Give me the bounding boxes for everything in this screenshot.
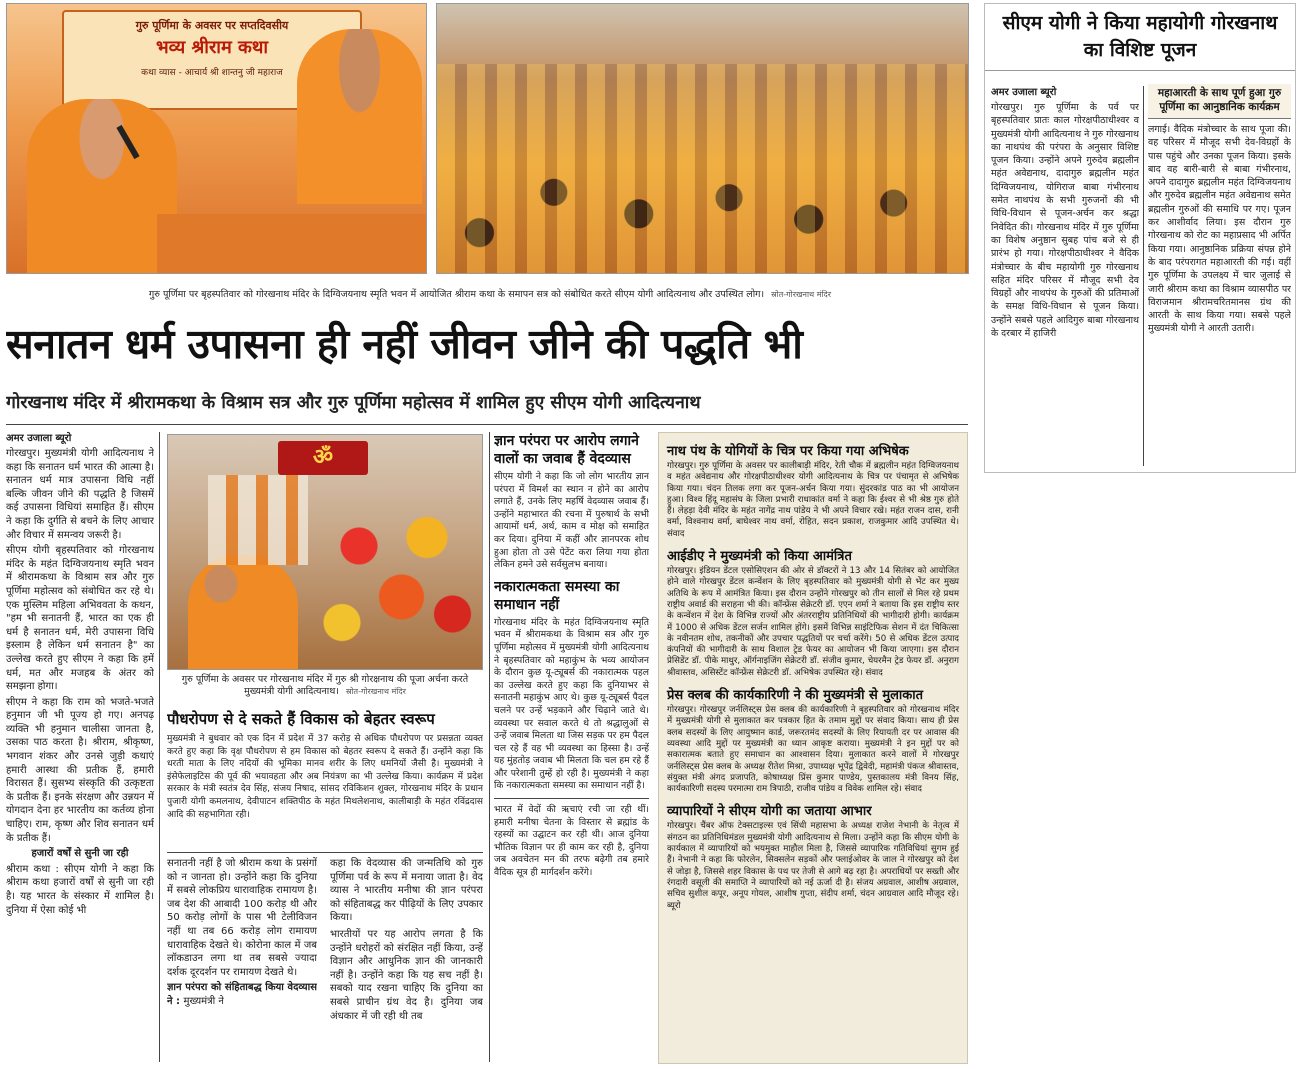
top-right-photo [436, 3, 969, 274]
main-story [6, 430, 154, 1066]
main-byline: अमर उजाला ब्यूरो [6, 433, 72, 444]
banner-line2: भव्य श्रीराम कथा [156, 37, 268, 58]
caption-text: गुरु पूर्णिमा पर बृहस्पतिवार को गोरखनाथ मंदिर के दिग्विजयनाथ स्मृति भवन में आयोजित श्रीराम कथा के समापन सत्र को संबोधित करते सीएम योगी आदित्यनाथ और उपस्थित लोग। [148, 289, 765, 300]
col-d [494, 432, 649, 1064]
center-caption-text: गुरु पूर्णिमा के अवसर पर गोरखनाथ मंदिर में गुरु श्री गोरक्षनाथ की पूजा अर्चना करते मुख्यमंत्री योगी आदित्यनाथ। [181, 674, 469, 697]
caption-source: स्रोत-गोरखनाथ मंदिर [771, 290, 832, 299]
main-para-1: गोरखपुर। मुख्यमंत्री योगी आदित्यनाथ ने कहा कि सनातन धर्म भारत की आत्मा है। सनातन धर्म मात्र उपासना विधि नहीं बल्कि जीवन जीने की पद्धति है जिसमें कई उपासना विधियां समाहित हैं। सीएम ने कहा कि दुर्गति से बचने के लिए आचार और विचार में समन्वय जरूरी है। [6, 448, 154, 541]
col-divider-2 [489, 432, 490, 1062]
brief-4-head: व्यापारियों ने सीएम योगी का जताया आभार [667, 804, 872, 820]
banner-line1: गुरु पूर्णिमा के अवसर पर सप्तदिवसीय [135, 19, 289, 32]
col-b-tail: मुख्यमंत्री ने [183, 995, 224, 1007]
col-d-head2: नकारात्मकता समस्या का समाधान नहीं [494, 578, 620, 613]
main-subhead: हजारों वर्षों से सुनी जा रही [31, 848, 129, 860]
right-box-head: महाआरती के साथ पूर्ण हुआ गुरु पूर्णिमा का आनुष्ठानिक कार्यक्रम [1148, 84, 1291, 119]
stage-table [157, 214, 427, 274]
worshipper-figure [188, 555, 298, 670]
right-story [984, 3, 1296, 473]
crowd-rows [437, 64, 969, 274]
brief-1-text: गोरखपुर। गुरु पूर्णिमा के अवसर पर कालीबाड़ी मंदिर, रेती चौक में ब्रह्मलीन महंत दिग्विजयनाथ व महंत अवेद्यनाथ और गोरक्षपीठाधीश्वर योगी आदित्यनाथ के चित्र पर पंचामृत से अभिषेक किया गया। चंदन तिलक लगा कर पूजन-अर्चन किया गया। सुंदरकांड पाठ का भी आयोजन हुआ। विश्व हिंदू महासंघ के जिला प्रभारी राधाकांत वर्मा ने कहा कि ईश्वर से भी श्रेष्ठ गुरु होते हैं। लेहड़ा देवी मंदिर के महंत नागेंद्र नाथ पांडेय ने भी अपने विचार रखे। महंत राजन दास, रानी वर्मा, विश्वनाथ वर्मा, बाघेश्वर नाथ वर्मा, रोहित, सदन प्रकाश, राजकुमार आदि उपस्थित थे। संवाद [667, 461, 959, 539]
tree-headline: पौधरोपण से दे सकते हैं विकास को बेहतर स्वरूप [167, 710, 435, 728]
tree-story [167, 710, 483, 852]
brief-2-head: आईडीए ने मुख्यमंत्री को किया आमंत्रित [667, 549, 852, 565]
brief-4-text: गोरखपुर। चैंबर ऑफ टेक्सटाइल्स एवं सिंधी महासभा के अध्यक्ष राजेश नेभानी के नेतृत्व में संगठन का प्रतिनिधिमंडल मुख्यमंत्री योगी आदित्यनाथ से मिला। उन्होंने कहा कि सीएम योगी के कार्यकाल में व्यापारियों को भयमुक्त माहौल मिला है, जिससे व्यापारिक गतिविधियां सुगम हुई हैं। नेभानी ने कहा कि फोरलेन, सिक्सलेन सड़कों और फ्लाईओवर के जाल ने गोरखपुर को देश से जोड़ा है, जिससे शहर विकास के पथ पर तेजी से आगे बढ़ रहा है। अपराधियों पर सख्ती और रंगदारी वसूली की समाप्ति ने व्यापारियों को नई ऊर्जा दी है। संजय अग्रवाल, आशीष अग्रवाल, सचिव सुशील कपूर, अनूप गोयल, आशीष गुप्ता, संदीप शर्मा, चंदन आग्रवाल आदि मौजूद रहे। ब्यूरो [667, 821, 959, 911]
center-photo-caption [167, 674, 483, 698]
center-caption-source: स्रोत-गोरखनाथ मंदिर [345, 687, 406, 696]
brief-2-text: गोरखपुर। इंडियन डेंटल एसोसिएशन की ओर से डॉक्टरों ने 13 और 14 सितंबर को आयोजित होने वाले गोरखपुर डेंटल कन्वेंशन के लिए बृहस्पतिवार को मुख्यमंत्री योगी से भेंट कर मुख्य अतिथि के रूप में आमंत्रित किया। इस दौरान उन्होंने गोरखपुर को तीन सालों से मिल रहे प्रथम राष्ट्रीय अवार्ड की सराहना भी की। कॉन्फ्रेंस सेक्रेटरी डॉ. एएन शर्मा ने बताया कि इस राष्ट्रीय स्तर के कन्वेंशन में देश के विभिन्न राज्यों और अंतरराष्ट्रीय प्रतिनिधियों की भागीदारी होगी। कार्यक्रम में 1000 से अधिक डेंटल सर्जन शामिल होंगे। इसमें विभिन्न साइंटिफिक सेशन में दंत चिकित्सा के नवीनतम शोध, तकनीकों और उपचार पद्धतियों पर चर्चा करेंगे। 50 से अधिक डेंटल उत्पाद कंपनियों की भागीदारी के साथ विशाल ट्रेड फेयर का आयोजन भी किया जाएगा। इस दौरान प्रेसिडेंट डॉ. पीके माथुर, ऑर्गनाइजिंग सेक्रेटरी डॉ. संजीव कुमार, चेयरमैन ट्रेड फेयर डॉ. अनुराग श्रीवास्तव, असिस्टेंट कॉन्फ्रेंस सेक्रेटरी डॉ. अभिषेक उपस्थित रहे। संवाद [667, 566, 959, 678]
col-divider-1 [159, 432, 160, 1062]
col-d-head1: ज्ञान परंपरा पर आरोप लगाने वालों का जवाब हैं वेदव्यास [494, 433, 639, 467]
seated-speaker-figure [297, 29, 422, 204]
top-left-photo [6, 3, 427, 274]
brief-3-text: गोरखपुर। गोरखपुर जर्नलिस्ट्स प्रेस क्लब की कार्यकारिणी ने बृहस्पतिवार को गोरखनाथ मंदिर में मुख्यमंत्री योगी से मुलाकात कर पत्रकार हित के तमाम मुद्दों पर संवाद किया। साथ ही प्रेस क्लब सदस्यों के लिए आयुष्मान कार्ड, जरूरतमंद सदस्यों के लिए रियायती दर पर आवास की व्यवस्था आदि मुद्दों पर मुख्यमंत्री का ध्यान आकृष्ट कराया। मुख्यमंत्री ने इन मुद्दों पर को सकारात्मक बताते हुए समाधान का आश्वासन दिया। मुलाकात करने वालों में गोरखपुर जर्नलिस्ट्स प्रेस क्लब के अध्यक्ष रीतेश मिश्रा, उपाध्यक्ष भूपेंद्र द्विवेदी, महामंत्री पंकज श्रीवास्तव, संयुक्त मंत्री अंगद प्रजापति, कोषाध्यक्ष प्रिंस कुमार पाण्डेय, पुस्तकालय मंत्री विनय सिंह, कार्यकारिणी सदस्य परमात्मा राम त्रिपाठी, राजीव पांडेय व विवेक शामिल रहे। संवाद [667, 705, 959, 795]
tree-body: मुख्यमंत्री ने बुधवार को एक दिन में प्रदेश में 37 करोड़ से अधिक पौधरोपण पर प्रसन्नता व्यक्त करते हुए कहा कि वृक्ष पौधरोपण से हम विकास को बेहतर स्वरूप दे सकते हैं। उन्होंने कहा कि धरती माता के लिए नदियों की भूमिका मानव शरीर के लिए धमनियों जैसी है। मुख्यमंत्री ने इंसेफेलाइटिस की पूर्व की भयावहता और अब नियंत्रण का भी उल्लेख किया। कार्यक्रम में प्रदेश सरकार के मंत्री स्वतंत्र देव सिंह, संजय निषाद, सांसद रविकिशन शुक्ल, गोरखनाथ मंदिर के प्रधान पुजारी योगी कमलनाथ, देवीपाटन शक्तिपीठ के महंत मिथलेशनाथ, कालीबाड़ी के महंत रविंद्रदास आदि की सहभागिता रही। [167, 734, 483, 820]
om-banner: ॐ [278, 441, 368, 475]
col-b-bottom [167, 857, 317, 1064]
right-text-left: गोरखपुर। गुरु पूर्णिमा के पर्व पर बृहस्पतिवार प्रातः काल गोरक्षपीठाधीश्वर व मुख्यमंत्री योगी आदित्यनाथ ने गुरु गोरखनाथ का नाथपंथ की परंपरा के अनुसार विशिष्ट पूजन किया। उन्होंने अपने गुरुदेव ब्रह्मलीन महंत अवेद्यनाथ, दादागुरु ब्रह्मलीन महंत दिग्विजयनाथ, योगिराज बाबा गंभीरनाथ समेत नाथपंथ के सभी गुरुजनों की भी विधि-विधान से पूजन-अर्चन कर श्रद्धा निवेदित की। गोरखनाथ मंदिर में गुरु पूर्णिमा का विशेष अनुष्ठान सुबह पांच बजे से ही प्रारंभ हो गया। गोरक्षपीठाधीश्वर ने वैदिक मंत्रोच्चार के बीच महायोगी गुरु गोरखनाथ सहित मंदिर परिसर में मौजूद सभी देव विग्रहों और नाथपंथ के गुरुओं की प्रतिमाओं के समक्ष विधि-विधान से पूजन किया। उन्होंने सबसे पहले आदिगुरु बाबा गोरखनाथ के दरबार में हाजिरी [991, 102, 1139, 340]
sub-headline: गोरखनाथ मंदिर में श्रीरामकथा के विश्राम सत्र और गुरु पूर्णिमा महोत्सव में शामिल हुए सीएम योगी आदित्यनाथ [6, 393, 701, 413]
col-c-text: कहा कि वेदव्यास की जन्मतिथि को गुरु पूर्णिमा पर्व के रूप में मनाया जाता है। वेद व्यास ने भारतीय मनीषा की ज्ञान परंपरा को संहिताबद्ध कर पीढ़ियों के लिए उपकार किया। [330, 858, 483, 924]
right-byline: अमर उजाला ब्यूरो [991, 87, 1057, 98]
col-c-bottom [330, 857, 483, 1064]
col-d-divider [494, 798, 649, 799]
brief-3-head: प्रेस क्लब की कार्यकारिणी ने की मुख्यमंत्री से मुलाकात [667, 688, 924, 704]
col-c-text2: भारतीयों पर यह आरोप लगता है कि उन्होंने धरोहरों को संरक्षित नहीं किया, उन्हें विज्ञान और आधुनिक ज्ञान की जानकारी नहीं है। उन्होंने कहा कि यह सच नहीं है। सबको याद रखना चाहिए कि दुनिया का सबसे प्राचीन ग्रंथ वेद है। दुनिया जब अंधकार में जी रही थी तब [330, 928, 483, 1022]
tree-divider [167, 852, 483, 853]
speaker-figure [27, 99, 177, 274]
top-photo-caption [20, 289, 960, 301]
right-headline: सीएम योगी ने किया महायोगी गोरखनाथ का विशिष्ट पूजन [985, 4, 1295, 71]
main-story-body [6, 447, 154, 917]
right-col-divider [1143, 86, 1144, 466]
news-briefs-box [658, 432, 968, 1064]
col-b-subhead-text: ज्ञान परंपरा को संहिताबद्ध किया वेदव्यास ने : [167, 982, 317, 1007]
main-para-2: सीएम योगी बृहस्पतिवार को गोरखनाथ मंदिर के महंत दिग्विजयनाथ स्मृति भवन में श्रीरामकथा के विश्राम सत्र और गुरु पूर्णिमा महोत्सव को संबोधित कर रहे थे। एक मुस्लिम महिला अभिववता के कथन, "हम भी सनातनी हैं, भारत का एक ही धर्म है सनातन धर्म, मेरी उपासना विधि इस्लाम है लेकिन धर्म सनातन है" का उल्लेख करते हुए सीएम ने कहा कि हमें धर्म, मत और मजहब के अंतर को समझना होगा। [6, 545, 154, 693]
right-col-right [1148, 84, 1291, 469]
main-tail: श्रीराम कथा : सीएम योगी ने कहा कि श्रीराम कथा हजारों वर्षों से सुनी जा रही है। यह भारत के संस्कार में शामिल है। दुनिया में ऐसा कोई भी [6, 863, 154, 916]
priest-figures [208, 475, 308, 565]
col-d-text2: गोरखनाथ मंदिर के महंत दिग्विजयनाथ स्मृति भवन में श्रीरामकथा के विश्राम सत्र और गुरु पूर्णिमा महोत्सव में मुख्यमंत्री योगी आदित्यनाथ ने बृहस्पतिवार को महाकुंभ के भव्य आयोजन के दौरान कुछ यू-ट्यूबर्स की नकारात्मक पहल का उल्लेख करते हुए कहा कि दुनियाभर से सनातनी महाकुंभ आए थे। कुछ यू-ट्यूबर्स पैदल चलने पर उन्हें भड़काने और चिढ़ाने जाते थे। व्यवस्था पर सवाल करते थे तो श्रद्धालुओं से उन्हें जवाब मिलता था जिस सड़क पर हम पैदल चल रहे हैं वह भी व्यवस्था का हिस्सा है। उन्हें यह मुंहतोड़ जवाब भी मिलता कि चल हम रहे हैं और परेशानी तुम्हें हो रही है। मुख्यमंत्री ने कहा कि नकारात्मकता समस्या का समाधान नहीं है। [494, 616, 649, 792]
main-para-3: सीएम ने कहा कि राम को भजते-भजते हनुमान जी भी पूज्य हो गए। अनपढ़ व्यक्ति भी हनुमान चालीसा जानता है, उसका पाठ करता है। श्रीराम, श्रीकृष्ण, भगवान शंकर और उनसे जुड़ी कथाएं हमारी आस्था की प्रतीक हैं, हमारी विरासत हैं। सुसभ्य संस्कृति की उत्कृष्टता के प्रतीक हैं। इनके संरक्षण और उन्नयन में योगदान देना हर भारतीय का कर्तव्य होना चाहिए। राम, कृष्ण और शिव सनातन धर्म के प्रतीक हैं। [6, 696, 154, 844]
col-d-text3: भारत में वेदों की ऋचाएं रची जा रही थीं। हमारी मनीषा चेतना के विस्तार से ब्रह्मांड के रहस्यों का उद्घाटन कर रही थी। आज दुनिया भौतिक विज्ञान पर ही काम कर रही है, दुनिया जब अवचेतन मन की तरफ बढ़ेगी तब हमारे वैदिक सूत्र ही मार्गदर्शन करेंगे। [494, 804, 649, 879]
col-b-subhead [167, 981, 317, 1008]
banner-line3: कथा व्यास - आचार्य श्री शान्तनु जी महाराज [141, 68, 283, 78]
headline-divider [6, 424, 968, 425]
col-d-text1: सीएम योगी ने कहा कि जो लोग भारतीय ज्ञान परंपरा में विमर्श का स्थान न होने का आरोप लगाते हैं, उनके लिए महर्षि वेदव्यास जवाब हैं। उन्होंने महाभारत की रचना में पुरुषार्थ के सभी आयामों धर्म, अर्थ, काम व मोक्ष को समाहित कर दिया। दुनिया में कहीं और ज्ञानपरक शोध हुआ होता तो उसे पेटेंट करा लिया गया होता लेकिन हमने उसे सर्वसुलभ बनाया। [494, 471, 649, 571]
main-headline: सनातन धर्म उपासना ही नहीं जीवन जीने की पद्धति भी [6, 320, 803, 368]
flower-decor [308, 495, 478, 665]
right-col-left [991, 84, 1139, 469]
brief-1-head: नाथ पंथ के योगियों के चित्र पर किया गया अभिषेक [667, 444, 909, 459]
col-b-text: सनातनी नहीं है जो श्रीराम कथा के प्रसंगों को न जानता हो। उन्होंने कहा कि दुनिया में सबसे लोकप्रिय धारावाहिक रामायण है। जब देश की आबादी 100 करोड़ थी और 50 करोड़ लोगों के पास भी टेलीविजन नहीं था तब 66 करोड़ लोग रामायण धारावाहिक देखते थे। कोरोना काल में जब लॉकडाउन लगा था तब सबसे ज्यादा दर्शक दूरदर्शन पर रामायण देखते थे। [167, 858, 317, 978]
right-text-right: लगाई। वैदिक मंत्रोच्चार के साथ पूजा की। वह परिसर में मौजूद सभी देव-विग्रहों के पास पहुंचे और उनका पूजन किया। इसके बाद वह बारी-बारी से बाबा गंभीरनाथ, अपने दादागुरु ब्रह्मलीन महंत दिग्विजयनाथ और गुरुदेव ब्रह्मलीन महंत अवेद्यनाथ समेत ब्रह्मलीन गुरुओं की समाधि पर गए। पूजन कर आशीर्वाद लिया। इस दौरान गुरु गोरखनाथ को रोट का महाप्रसाद भी अर्पित किया गया। आनुष्ठानिक प्रक्रिया संपन्न होने के बाद परंपरागत महाआरती की गई। वहीं गुरु पूर्णिमा के उपलक्ष्य में चार जुलाई से जारी श्रीराम कथा का विश्राम व्यासपीठ पर विराजमान श्रीरामचरितमानस ग्रंथ की आरती के साथ किया गया। सबसे पहले मुख्यमंत्री योगी ने आरती उतारी। [1148, 124, 1291, 335]
center-photo [167, 434, 483, 670]
